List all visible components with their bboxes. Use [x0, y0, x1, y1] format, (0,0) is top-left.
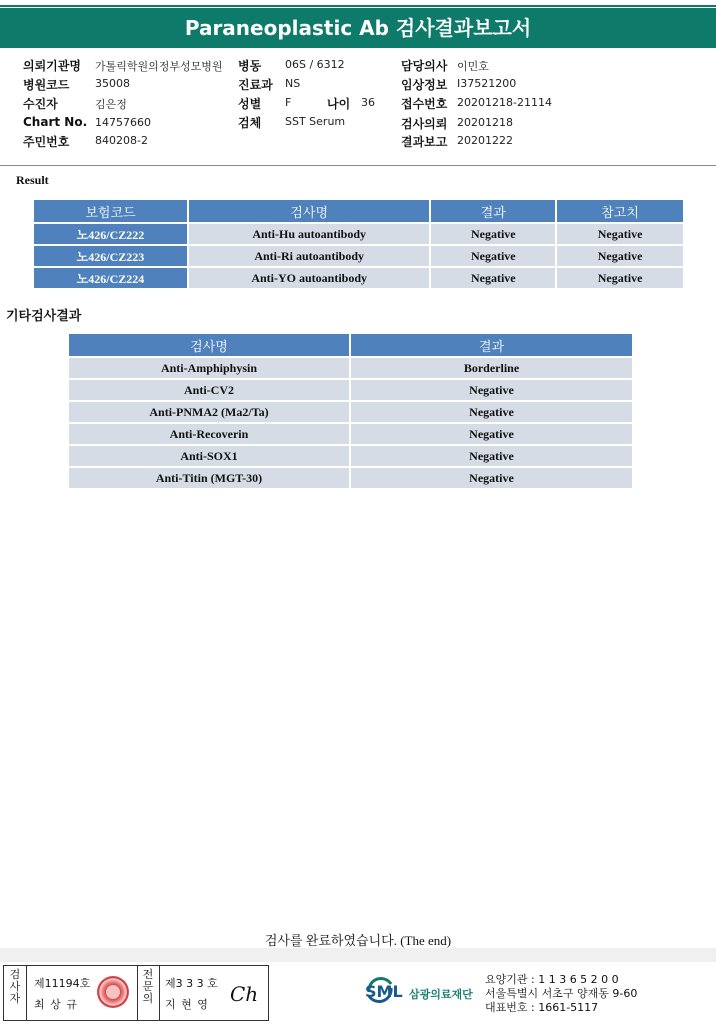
- signature-box: [3, 965, 269, 1021]
- result-table: [32, 198, 685, 290]
- hospital-label: 의뢰기관명: [23, 59, 81, 73]
- result-table-header: [34, 200, 683, 222]
- test-name: Anti-Hu autoantibody: [189, 224, 429, 244]
- receipt-label: 접수번호: [401, 97, 448, 111]
- result-value: Negative: [431, 246, 555, 266]
- table-row: [69, 380, 632, 400]
- logo-text: SML: [365, 982, 403, 1001]
- chart-label: Chart No.: [23, 115, 88, 129]
- divider: [137, 966, 138, 1020]
- result-value: Negative: [351, 380, 632, 400]
- insurance-code: 노426/CZ222: [34, 224, 187, 244]
- sex-label: 성별: [238, 97, 262, 111]
- ward-value: 06S / 6312: [285, 58, 345, 71]
- id-label: 주민번호: [23, 135, 70, 149]
- specialist-vertical-label: 전문의: [142, 968, 154, 1005]
- table-row: [69, 358, 632, 378]
- seal-stamp-icon: [97, 976, 129, 1008]
- divider: [159, 966, 160, 1020]
- request-value: 20201218: [457, 116, 513, 129]
- age-label: 나이: [327, 97, 351, 111]
- other-results-label: 기타검사결과: [6, 309, 82, 324]
- patient-label: 수진자: [23, 97, 58, 111]
- test-name: Anti-Amphiphysin: [69, 358, 349, 378]
- sml-logo: [365, 970, 485, 1014]
- institution-info: [485, 973, 637, 1015]
- header-divider: [0, 165, 716, 166]
- hospital-value: 가톨릭학원의정부성모병원: [95, 60, 223, 73]
- table-row: [34, 246, 683, 266]
- test-name: Anti-YO autoantibody: [189, 268, 429, 288]
- hospital-code-value: 35008: [95, 77, 130, 90]
- top-line: [0, 5, 716, 7]
- logo-korean: 삼광의료재단: [409, 988, 473, 1001]
- table-row: [69, 424, 632, 444]
- hospital-code-label: 병원코드: [23, 78, 70, 92]
- col-result: 결과: [431, 200, 555, 222]
- chart-value: 14757660: [95, 116, 151, 129]
- patient-value: 김은정: [95, 98, 127, 111]
- table-row: [34, 224, 683, 244]
- receipt-value: 20201218-21114: [457, 96, 552, 109]
- col-reference: 참고치: [557, 200, 683, 222]
- patient-header: [0, 52, 716, 164]
- reference-value: Negative: [557, 224, 683, 244]
- clinical-label: 임상정보: [401, 78, 448, 92]
- table-row: [34, 268, 683, 288]
- specimen-value: SST Serum: [285, 115, 346, 128]
- id-value: 840208-2: [95, 134, 148, 147]
- insurance-code: 노426/CZ224: [34, 268, 187, 288]
- table-row: [69, 402, 632, 422]
- test-name: Anti-PNMA2 (Ma2/Ta): [69, 402, 349, 422]
- doctor-label: 담당의사: [401, 59, 448, 73]
- request-label: 검사의뢰: [401, 117, 448, 131]
- institution-address: 서울특별시 서초구 양재동 9-60: [485, 987, 638, 1000]
- examiner-vertical-label: 검사자: [9, 968, 21, 1005]
- examiner-name: 최 상 규: [34, 998, 78, 1011]
- table-row: [69, 446, 632, 466]
- specimen-label: 검체: [238, 116, 262, 130]
- test-name: Anti-Titin (MGT-30): [69, 468, 349, 488]
- reference-value: Negative: [557, 246, 683, 266]
- sex-value: F: [285, 96, 292, 109]
- table-row: [69, 468, 632, 488]
- dept-value: NS: [285, 77, 301, 90]
- report-date-label: 결과보고: [401, 135, 448, 149]
- ward-label: 병동: [238, 59, 262, 73]
- test-name: Anti-SOX1: [69, 446, 349, 466]
- result-value: Negative: [431, 224, 555, 244]
- insurance-code: 노426/CZ223: [34, 246, 187, 266]
- reference-value: Negative: [557, 268, 683, 288]
- result-label: Result: [16, 173, 49, 187]
- col-test-name: 검사명: [189, 200, 429, 222]
- examiner-number: 제11194호: [34, 977, 91, 990]
- report-title: Paraneoplastic Ab 검사결과보고서: [0, 8, 716, 48]
- footer-band: [0, 948, 716, 962]
- end-message: 검사를 완료하였습니다. (The end): [264, 933, 452, 948]
- result-value: Negative: [431, 268, 555, 288]
- test-name: Anti-Ri autoantibody: [189, 246, 429, 266]
- test-name: Anti-CV2: [69, 380, 349, 400]
- other-table-header: [69, 334, 632, 356]
- dept-label: 진료과: [238, 78, 273, 92]
- result-value: Negative: [351, 424, 632, 444]
- col-insurance-code: 보험코드: [34, 200, 187, 222]
- clinical-value: I37521200: [457, 77, 517, 90]
- institution-phone: 대표번호 : 1661-5117: [485, 1001, 599, 1014]
- col-test-name: 검사명: [69, 334, 349, 356]
- age-value: 36: [361, 96, 375, 109]
- result-value: Borderline: [351, 358, 632, 378]
- test-name: Anti-Recoverin: [69, 424, 349, 444]
- result-value: Negative: [351, 446, 632, 466]
- signature: Ch: [230, 982, 259, 1006]
- col-result: 결과: [351, 334, 632, 356]
- specialist-number: 제3 3 3 호: [165, 977, 218, 990]
- report-date-value: 20201222: [457, 134, 513, 147]
- divider: [26, 966, 27, 1020]
- result-value: Negative: [351, 468, 632, 488]
- institution-code: 요양기관 : 1 1 3 6 5 2 0 0: [485, 973, 619, 986]
- doctor-value: 이민호: [457, 60, 489, 73]
- result-value: Negative: [351, 402, 632, 422]
- other-results-table: [67, 332, 634, 490]
- specialist-name: 지 현 영: [165, 998, 209, 1011]
